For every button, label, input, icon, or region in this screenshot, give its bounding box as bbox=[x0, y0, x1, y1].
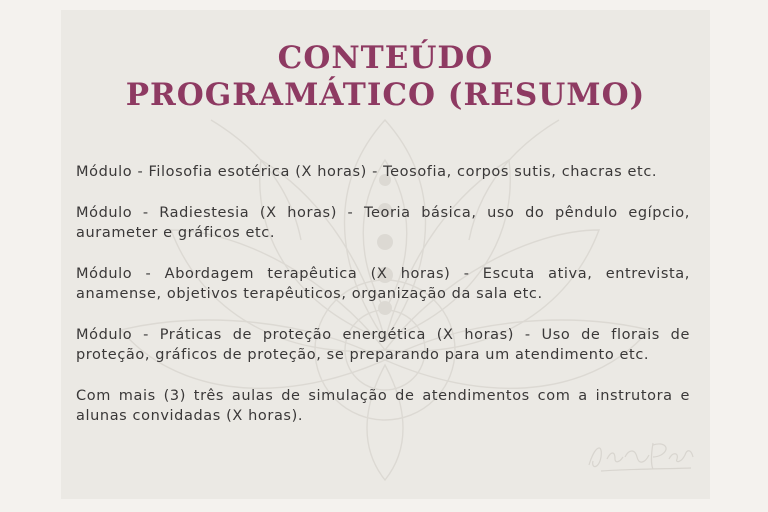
page-title bbox=[61, 40, 710, 114]
module-radiestesia-paragraph: Módulo - Radiestesia (X horas) - Teoria básica, uso do pêndulo egípcio, aurameter e gráficos etc. bbox=[76, 204, 690, 241]
module-filosofia-paragraph: Módulo - Filosofia esotérica (X horas) - Teosofia, corpos sutis, chacras etc. bbox=[76, 164, 658, 180]
module-list bbox=[76, 162, 690, 447]
module-protecao-paragraph: Módulo - Práticas de proteção energética (X horas) - Uso de florais de proteção, gráficos de proteção, se preparando para um atendimento etc. bbox=[76, 326, 690, 363]
content-card bbox=[61, 10, 710, 499]
simulation-classes-paragraph: Com mais (3) três aulas de simulação de atendimentos com a instrutora e alunas convidadas (X horas). bbox=[76, 387, 690, 424]
signature-watermark bbox=[581, 435, 701, 475]
title-line-1: CONTEÚDO bbox=[277, 40, 494, 76]
title-line-2: PROGRAMÁTICO (RESUMO) bbox=[125, 77, 646, 113]
module-abordagem-paragraph: Módulo - Abordagem terapêutica (X horas) - Escuta ativa, entrevista, anamense, objetivos terapêuticos, organização da sala etc. bbox=[76, 265, 690, 302]
